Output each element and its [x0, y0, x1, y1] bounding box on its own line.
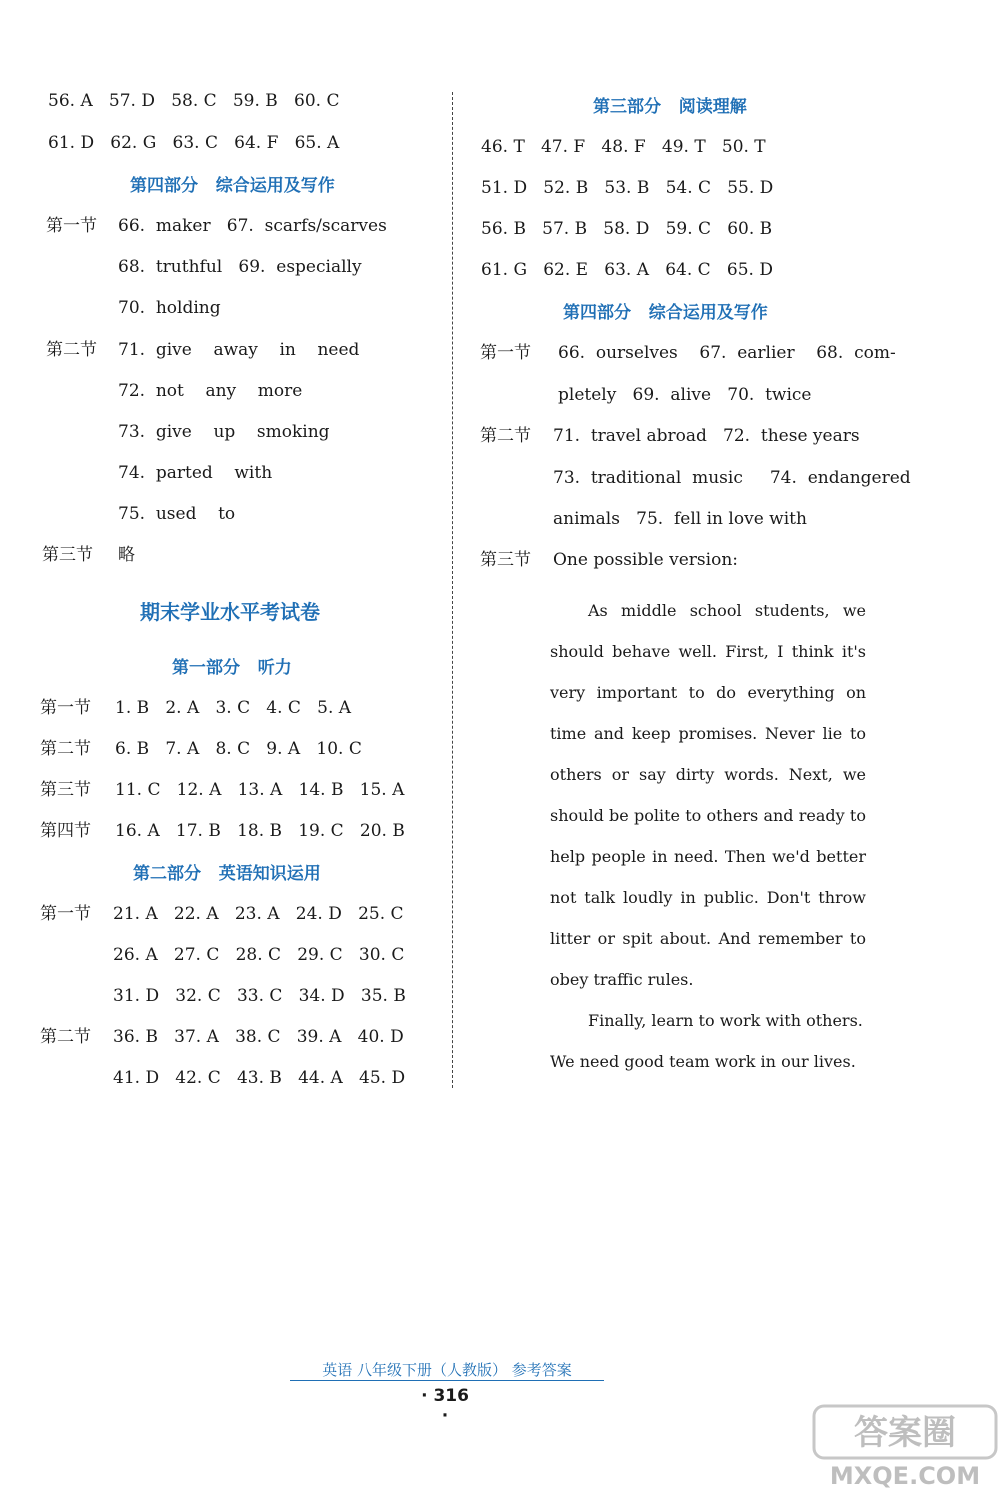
- answer-row: 11. C 12. A 13. A 14. B 15. A: [115, 780, 405, 800]
- section-label: 第二节: [46, 340, 97, 360]
- essay-paragraph: As middle school students, we should behave well. First, I think it's very important to do everything on time and keep promises. Never lie to others or say dirty words. Next, we should be polite to others and ready to help people in need. Then we'd better not talk loudly in public. Don't throw litter or spit about. And remember to obey traffic rules.: [550, 601, 866, 989]
- answer-row: 66. maker 67. scarfs/scarves: [118, 216, 387, 236]
- answer-row: 1. B 2. A 3. C 4. C 5. A: [115, 698, 352, 718]
- section-label: 第一节: [40, 904, 91, 924]
- answer-row: 75. used to: [118, 504, 236, 524]
- answer-row: 66. ourselves 67. earlier 68. com-: [558, 343, 896, 363]
- section-label: 第三节: [480, 550, 531, 570]
- answer-row: 31. D 32. C 33. C 34. D 35. B: [113, 986, 406, 1006]
- section-label: 第三节: [40, 780, 91, 800]
- column-divider: [452, 92, 453, 1088]
- section-heading: 第四部分 综合运用及写作: [563, 303, 768, 323]
- section-label: 第一节: [46, 216, 97, 236]
- answer-row: 56. A 57. D 58. C 59. B 60. C: [48, 91, 340, 111]
- answer-row: 73. traditional music 74. endangered: [553, 468, 911, 488]
- answer-row: 51. D 52. B 53. B 54. C 55. D: [481, 178, 774, 198]
- answer-row: 56. B 57. B 58. D 59. C 60. B: [481, 219, 773, 239]
- answer-row: 74. parted with: [118, 463, 273, 483]
- page-number: · 316 ·: [421, 1386, 469, 1426]
- answer-row: 16. A 17. B 18. B 19. C 20. B: [115, 821, 405, 841]
- answer-row: 71. give away in need: [118, 340, 360, 360]
- answer-row: 72. not any more: [118, 381, 303, 401]
- section-label: 第二节: [480, 426, 531, 446]
- section-heading: 第二部分 英语知识运用: [133, 864, 321, 884]
- watermark-brand: 答案圈: [854, 1413, 956, 1453]
- answer-row: 21. A 22. A 23. A 24. D 25. C: [113, 904, 404, 924]
- answer-row: 6. B 7. A 8. C 9. A 10. C: [115, 739, 362, 759]
- answer-row: 68. truthful 69. especially: [118, 257, 362, 277]
- answer-row: 71. travel abroad 72. these years: [553, 426, 860, 446]
- answer-row: 73. give up smoking: [118, 422, 330, 442]
- answer-row: 61. G 62. E 63. A 64. C 65. D: [481, 260, 773, 280]
- section-label: 第一节: [40, 698, 91, 718]
- answer-row: animals 75. fell in love with: [553, 509, 807, 529]
- sample-essay: [550, 590, 866, 1082]
- section-label: 第二节: [40, 1027, 91, 1047]
- essay-intro: One possible version:: [553, 550, 738, 570]
- answer-row: 70. holding: [118, 298, 221, 318]
- answer-row: 略: [118, 545, 135, 565]
- answer-row: pletely 69. alive 70. twice: [558, 385, 812, 405]
- answer-row: 36. B 37. A 38. C 39. A 40. D: [113, 1027, 404, 1047]
- essay-paragraph: Finally, learn to work with others.: [588, 1011, 863, 1030]
- section-label: 第一节: [480, 343, 531, 363]
- section-heading: 第三部分 阅读理解: [593, 97, 747, 117]
- watermark-logo-icon: [810, 1402, 1000, 1490]
- exam-title: 期末学业水平考试卷: [140, 600, 320, 624]
- answer-row: 41. D 42. C 43. B 44. A 45. D: [113, 1068, 406, 1088]
- section-label: 第三节: [42, 545, 93, 565]
- answer-row: 46. T 47. F 48. F 49. T 50. T: [481, 137, 766, 157]
- section-heading: 第四部分 综合运用及写作: [130, 176, 335, 196]
- section-label: 第二节: [40, 739, 91, 759]
- page-footer: 英语 八年级下册（人教版） 参考答案: [290, 1360, 604, 1381]
- watermark-site: MXQE.COM: [829, 1462, 981, 1490]
- answer-row: 26. A 27. C 28. C 29. C 30. C: [113, 945, 405, 965]
- essay-paragraph: We need good team work in our lives.: [550, 1052, 856, 1071]
- section-heading: 第一部分 听力: [172, 658, 292, 678]
- section-label: 第四节: [40, 821, 91, 841]
- answer-row: 61. D 62. G 63. C 64. F 65. A: [48, 133, 340, 153]
